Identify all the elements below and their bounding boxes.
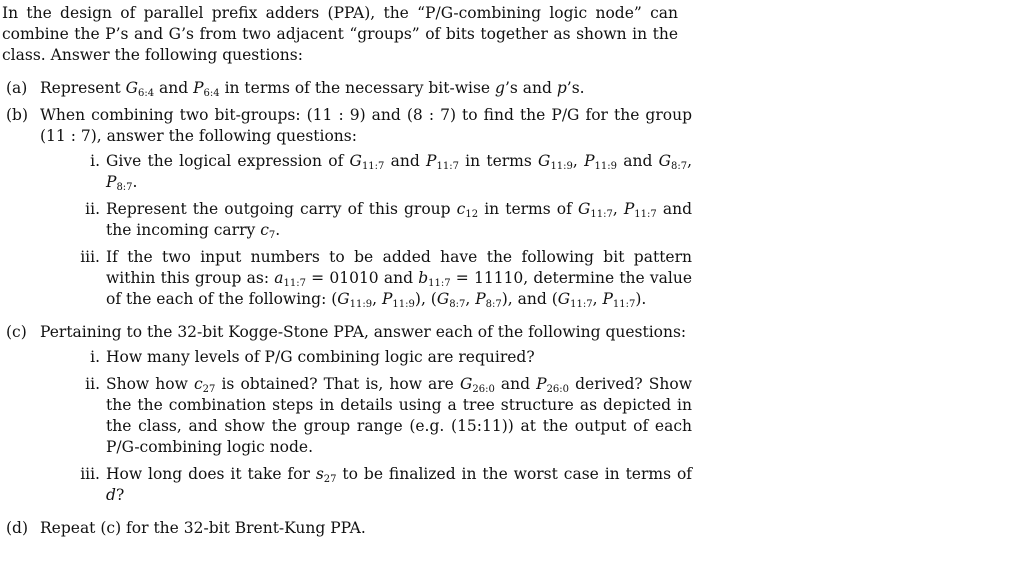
- question-c-i: [40, 347, 692, 368]
- question-c-text: Pertaining to the 32-bit Kogge-Stone PPA, answer each of the following questions:: [40, 323, 687, 341]
- intro-paragraph: In the design of parallel prefix adders (PPA), the “P/G-combining logic node” can combine the P’s and G’s from two adjacent “groups” of bits together as shown in the class. Answer the following questions:: [2, 4, 678, 64]
- question-b-i-text: Give the logical expression of $G_{11:7}$ and $P_{11:7}$ in terms $G_{11:9}$, $P_{11:9}$ and $G_{8:7}$, $P_{8:7}$.: [106, 152, 693, 193]
- sub-label: iii.: [80, 248, 100, 266]
- question-b-iii-text: If the two input numbers to be added have the following bit pattern within this group as: $a_{11:7} = 01010$ and $b_{11:7} = 11110$, determine the value of the each of the following: ($G_{11:9}$, $P_{11:9}$), ($G_{8:7}$, $P_{8:7}$), and ($G_{11:7}$, $P_{11:7}$).: [106, 248, 692, 310]
- sub-label: i.: [90, 152, 100, 170]
- question-b-ii: [40, 199, 692, 241]
- sub-label: i.: [90, 348, 100, 366]
- question-c-ii-text: Show how $c_{27}$ is obtained? That is, how are $G_{26:0}$ and $P_{26:0}$ derived? Show the the combination steps in details using a tree structure as depicted in the class, and show the group range (e.g. (15:11)) at the output of each P/G-combining logic node.: [106, 375, 693, 456]
- question-b: [2, 105, 692, 316]
- question-a-text: Represent $G_{6:4}$ and $P_{6:4}$ in terms of the necessary bit-wise g’s and p’s.: [40, 79, 585, 99]
- question-b-text: When combining two bit-groups: (11 : 9) and (8 : 7) to find the P/G for the group (11 : 7), answer the following questions:: [40, 106, 692, 145]
- question-b-label: (b): [6, 106, 29, 124]
- question-c-iii: [40, 464, 692, 506]
- question-d-text: Repeat (c) for the 32-bit Brent-Kung PPA.: [40, 519, 366, 537]
- question-b-i: [40, 151, 692, 193]
- sub-label: iii.: [80, 465, 100, 483]
- question-c: [2, 322, 692, 512]
- question-d: [2, 518, 692, 539]
- question-a-label: (a): [6, 79, 28, 97]
- question-a: [2, 78, 692, 99]
- question-b-ii-text: Represent the outgoing carry of this group $c_{12}$ in terms of $G_{11:7}$, $P_{11:7}$ and the incoming carry $c_7$.: [106, 200, 692, 241]
- question-c-ii: [40, 374, 692, 458]
- question-c-label: (c): [6, 323, 27, 341]
- question-d-label: (d): [6, 519, 29, 537]
- sub-label: ii.: [85, 200, 100, 218]
- question-b-iii: [40, 247, 692, 310]
- question-c-iii-text: How long does it take for $s_{27}$ to be finalized in the worst case in terms of d?: [106, 465, 693, 504]
- sub-label: ii.: [85, 375, 100, 393]
- question-c-i-text: How many levels of P/G combining logic are required?: [106, 348, 535, 366]
